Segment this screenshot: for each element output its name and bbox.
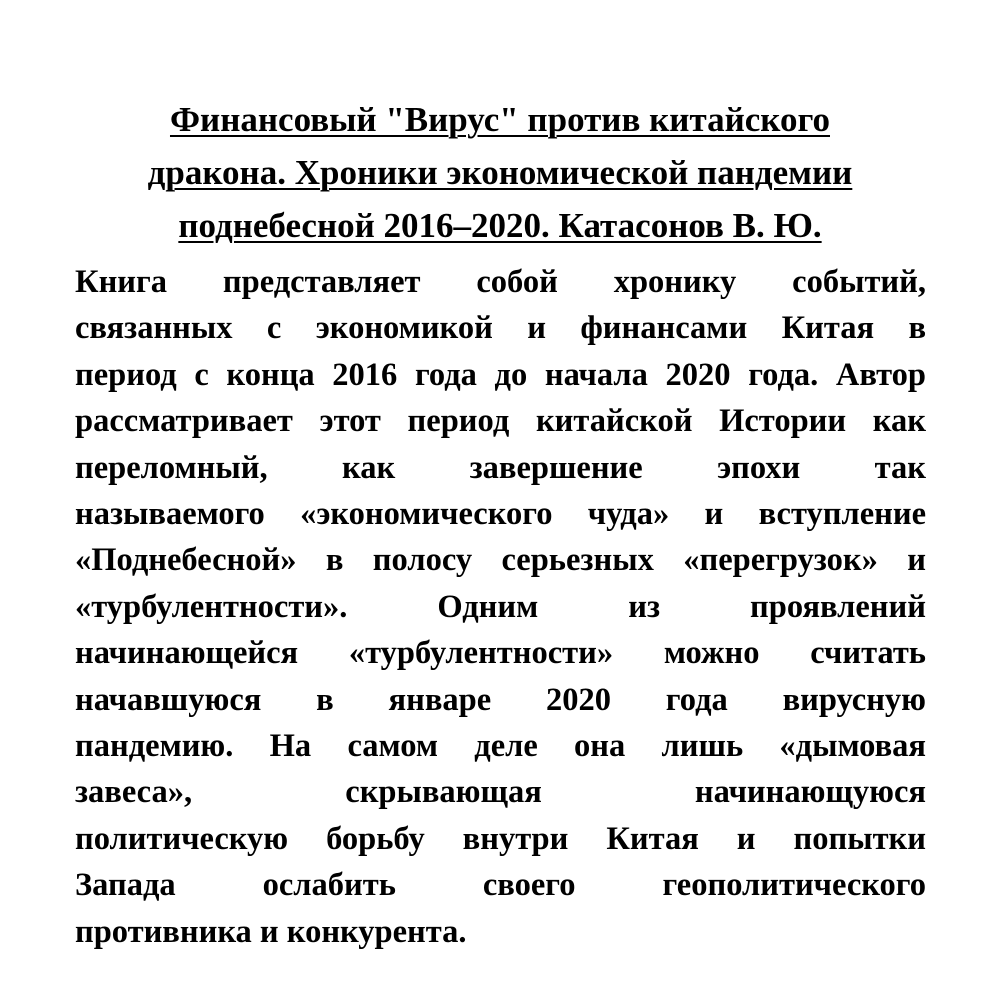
description-line: начавшуюся в январе 2020 года вирусную — [75, 681, 926, 718]
description-line: завеса», скрывающая начинающуюся — [75, 774, 926, 811]
title-line: поднебесной 2016–2020. Катасонов В. Ю. — [178, 206, 822, 245]
description-line: Запада ослабить своего геополитического — [75, 867, 926, 904]
description-line: период с конца 2016 года до начала 2020 года. Автор — [75, 356, 926, 393]
book-description — [75, 259, 926, 955]
title-line: Финансовый "Вирус" против китайского — [169, 100, 830, 139]
description-line: Книга представляет собой хронику событий, — [75, 264, 926, 300]
description-line: начинающейся «турбулентности» можно считать — [75, 635, 926, 672]
title-line: дракона. Хроники экономической пандемии — [147, 153, 853, 192]
description-line: рассматривает этот период китайской Истории как — [75, 403, 926, 440]
description-line: переломный, как завершение эпохи так — [75, 449, 926, 486]
description-line: противника и конкурента. — [75, 913, 467, 950]
description-line: «турбулентности». Одним из проявлений — [75, 588, 926, 625]
document-title — [60, 93, 940, 252]
description-line: называемого «экономического чуда» и вступление — [75, 496, 926, 533]
description-line: пандемию. На самом деле она лишь «дымовая — [75, 728, 926, 765]
description-line: политическую борьбу внутри Китая и попытки — [75, 820, 926, 857]
description-line: «Поднебесной» в полосу серьезных «перегрузок» и — [75, 542, 926, 579]
description-line: связанных с экономикой и финансами Китая в — [75, 310, 926, 347]
